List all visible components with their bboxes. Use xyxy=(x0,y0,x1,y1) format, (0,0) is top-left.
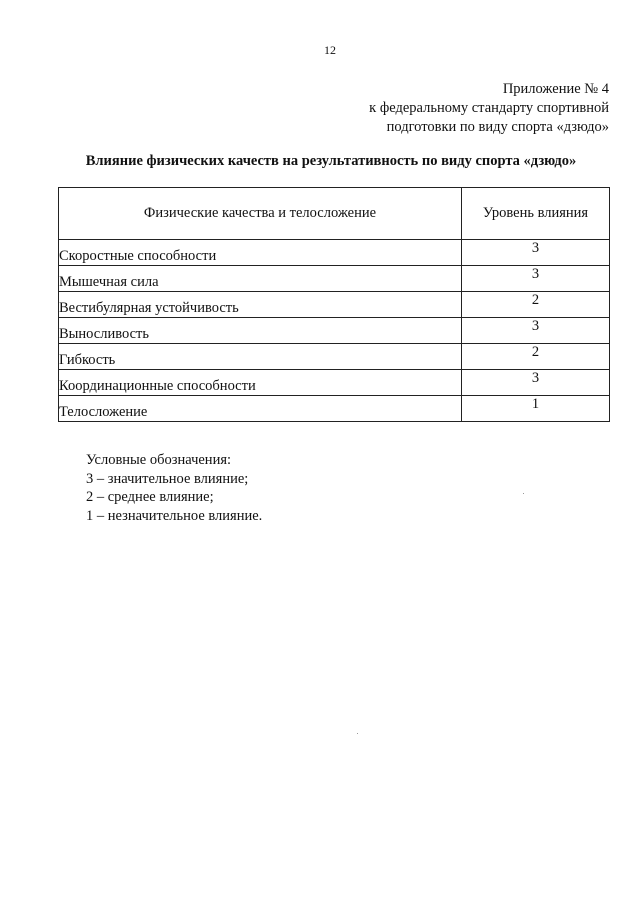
quality-cell: Телосложение xyxy=(59,396,462,422)
level-cell: 2 xyxy=(462,344,610,370)
table-row xyxy=(59,370,610,396)
appendix-header xyxy=(369,80,609,137)
appendix-line-2: к федеральному стандарту спортивной xyxy=(369,100,609,116)
appendix-line-3: подготовки по виду спорта «дзюдо» xyxy=(386,119,609,135)
header-level: Уровень влияния xyxy=(462,188,610,240)
table-header-row xyxy=(59,188,610,240)
header-quality: Физические качества и телосложение xyxy=(59,188,462,240)
table-row xyxy=(59,344,610,370)
quality-cell: Координационные способности xyxy=(59,370,462,396)
table-row xyxy=(59,318,610,344)
level-cell: 1 xyxy=(462,396,610,422)
level-cell: 3 xyxy=(462,370,610,396)
quality-cell: Вестибулярная устойчивость xyxy=(59,292,462,318)
level-cell: 2 xyxy=(462,292,610,318)
table-row xyxy=(59,266,610,292)
quality-cell: Мышечная сила xyxy=(59,266,462,292)
scan-speck xyxy=(523,493,524,494)
appendix-line-1: Приложение № 4 xyxy=(502,81,609,97)
legend-item: 1 – незначительное влияние. xyxy=(86,507,263,524)
level-cell: 3 xyxy=(462,266,610,292)
scan-speck xyxy=(357,733,358,734)
quality-cell: Гибкость xyxy=(59,344,462,370)
level-cell: 3 xyxy=(462,240,610,266)
qualities-table xyxy=(58,187,610,422)
table-row xyxy=(59,396,610,422)
table-row xyxy=(59,240,610,266)
page-number: 12 xyxy=(324,43,336,57)
level-cell: 3 xyxy=(462,318,610,344)
legend-heading: Условные обозначения: xyxy=(86,452,232,468)
legend-item: 2 – среднее влияние; xyxy=(86,489,214,505)
legend-item: 3 – значительное влияние; xyxy=(86,470,249,487)
legend xyxy=(86,451,262,525)
quality-cell: Скоростные способности xyxy=(59,240,462,266)
quality-cell: Выносливость xyxy=(59,318,462,344)
table-row xyxy=(59,292,610,318)
document-title: Влияние физических качеств на результативность по виду спорта «дзюдо» xyxy=(85,153,577,169)
